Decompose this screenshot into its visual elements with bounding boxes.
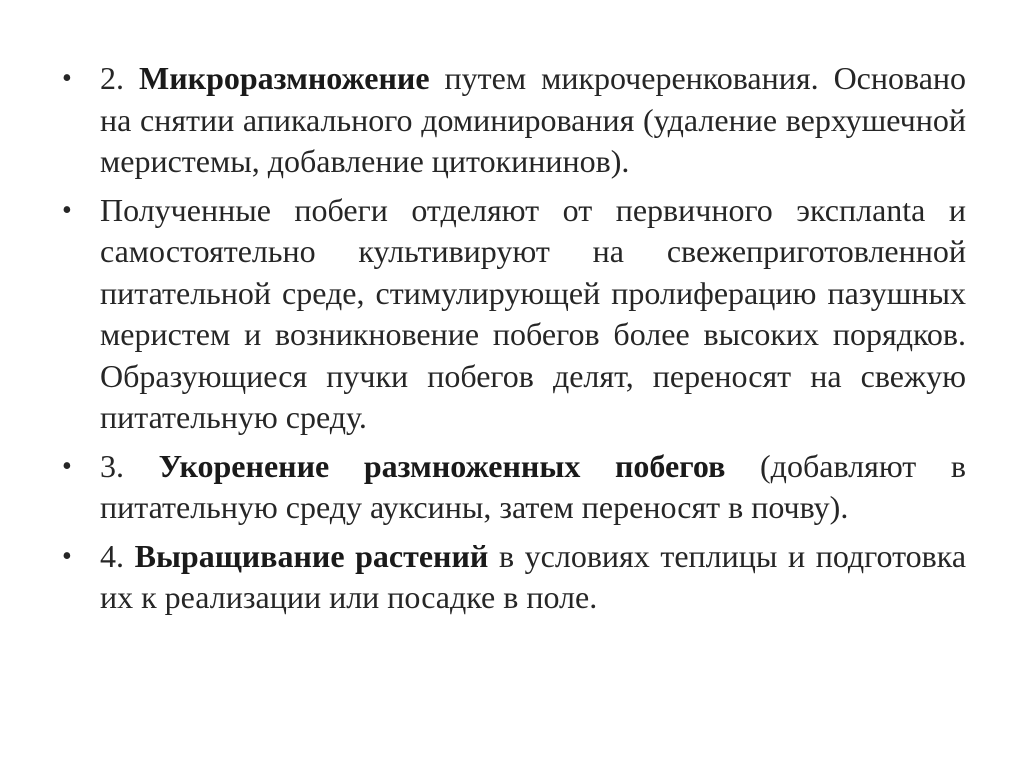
item-text: в условиях теплицы и подготовка их к реализации или посадке в поле. xyxy=(100,537,967,615)
bullet-icon: • xyxy=(62,63,72,94)
bullet-icon: • xyxy=(62,450,72,482)
bullet-item-shoots xyxy=(62,190,966,439)
item-number: 3. xyxy=(100,447,159,484)
item-heading: Укоренение размноженных побегов xyxy=(158,447,761,484)
bullet-item-growing xyxy=(62,536,966,619)
bullet-list xyxy=(62,58,966,626)
bullet-icon: • xyxy=(62,540,72,572)
item-heading: Выращивание растений xyxy=(134,537,499,574)
item-text: Полученные побеги отделяют от первичного эксплanta и самостоятельно культивируют на свежеприготовленной питательной среде, стимулирующей пролиферацию пазушных меристем и возникновение побегов более высоких порядков. Образующиеся пучки побегов делят, переносят на свежую питательную среду. xyxy=(100,191,966,435)
bullet-item-rooting xyxy=(62,446,966,529)
item-number: 2. xyxy=(100,60,139,96)
bullet-item-micropropagation xyxy=(62,58,966,183)
bullet-icon: • xyxy=(62,194,72,226)
item-heading: Микроразмножение xyxy=(138,60,445,96)
item-number: 4. xyxy=(100,537,135,574)
item-text: путем микрочеренкования. Основано на снятии апикального доминирования (удаление верхушечной меристемы, добавление цитокининов). xyxy=(100,60,967,179)
item-text: (добавляют в питательную среду ауксины, затем переносят в почву). xyxy=(100,447,967,525)
